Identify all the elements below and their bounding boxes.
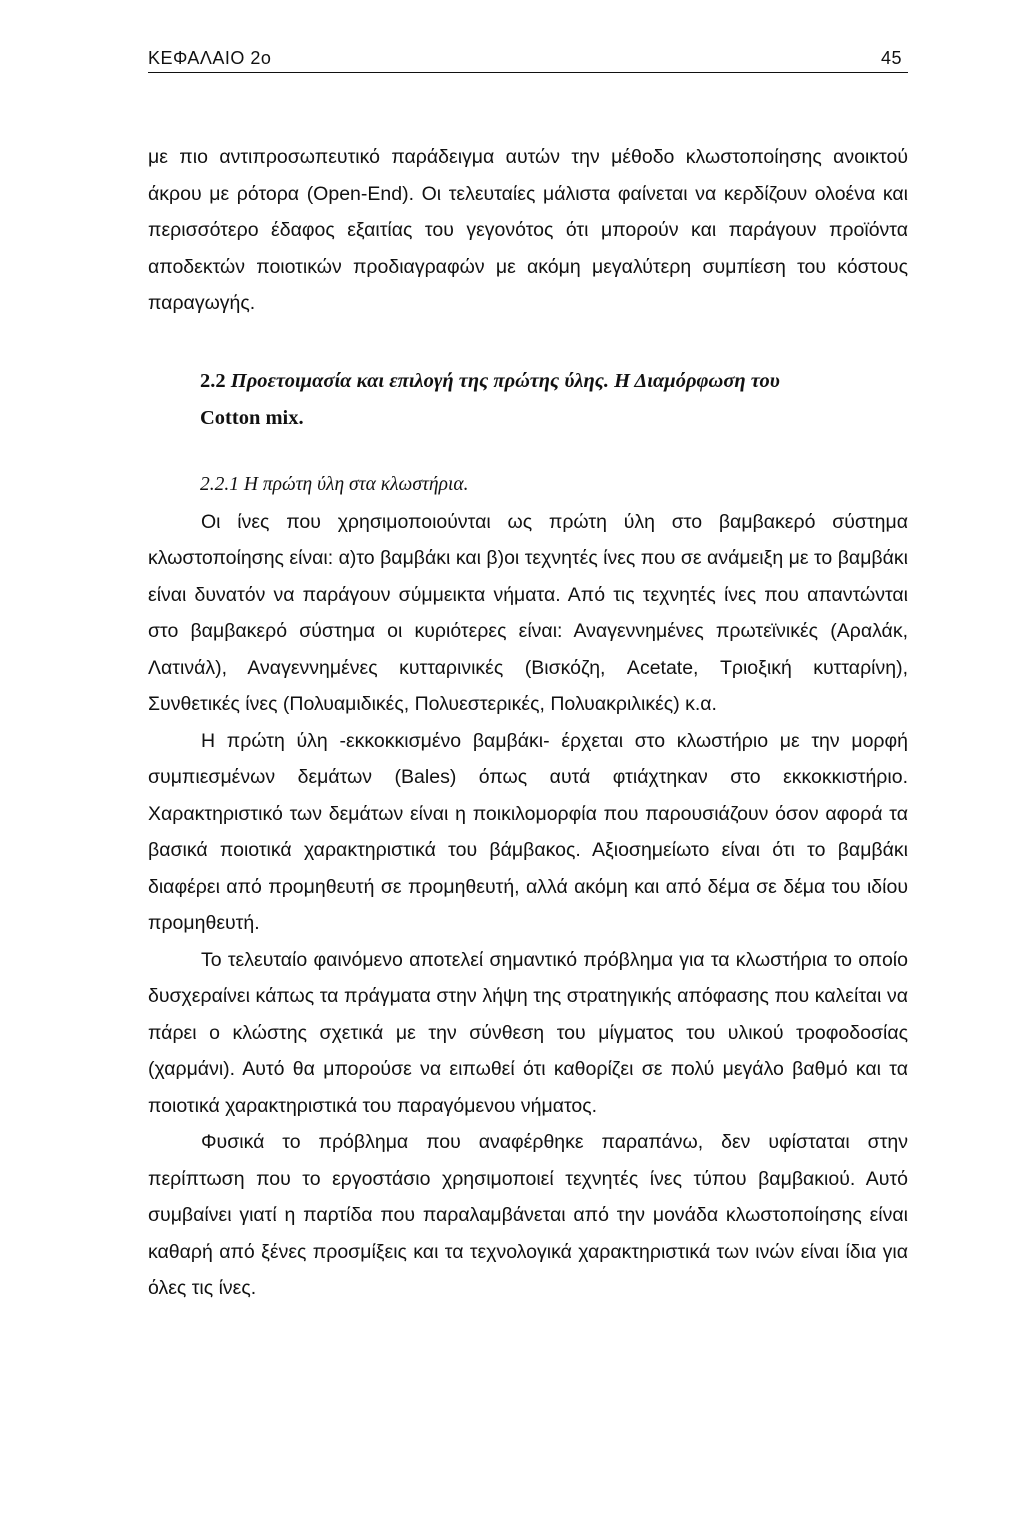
section-number: 2.2 xyxy=(200,369,226,392)
running-header xyxy=(148,44,908,73)
subsection-heading: 2.2.1 Η πρώτη ύλη στα κλωστήρια. xyxy=(200,473,469,495)
body-paragraph-2: Η πρώτη ύλη -εκκοκκισμένο βαμβάκι- έρχεται στο κλωστήριο με την μορφή συμπιεσμένων δεμάτων (Bales) όπως αυτά φτιάχτηκαν στο εκκοκκιστήριο. Χαρακτηριστικό των δεμάτων είναι η ποικιλομορφία που παρουσιάζουν όσον αφορά τα βασικά ποιοτικά χαρακτηριστικά του βάμβακος. Αξιοσημείωτο είναι ότι το βαμβάκι διαφέρει από προμηθευτή σε προμηθευτή, αλλά ακόμη και από δέμα σε δέμα του ιδίου προμηθευτή. xyxy=(148,729,908,934)
body-paragraph-1: Οι ίνες που χρησιμοποιούνται ως πρώτη ύλη στο βαμβακερό σύστημα κλωστοποίησης είναι: α)το βαμβάκι και β)οι τεχνητές ίνες που σε ανάμειξη με το βαμβάκι είναι δυνατόν να παράγουν σύμμεικτα νήματα. Από τις τεχνητές ίνες που απαντώνται στο βαμβακερό σύστημα οι κυριότερες είναι: Αναγεννημένες πρωτεϊνικές (Αραλάκ, Λατινάλ), Αναγεννημένες κυτταρινικές (Βισκόζη, Acetate, Τριοξική κυτταρίνη), Συνθετικές ίνες (Πολυαμιδικές, Πολυεστερικές, Πολυακριλικές) κ.α. xyxy=(148,510,908,715)
section-title-line2: Cotton mix. xyxy=(200,406,304,429)
section-title-line1: Προετοιμασία και επιλογή της πρώτης ύλης. Η Διαμόρφωση του xyxy=(230,369,780,392)
body-paragraph-3: Το τελευταίο φαινόμενο αποτελεί σημαντικό πρόβλημα για τα κλωστήρια το οποίο δυσχεραίνει κάπως τα πράγματα στην λήψη της στρατηγικής απόφασης που καλείται να πάρει ο κλώστης σχετικά με την σύνθεση του μίγματος του υλικού τροφοδοσίας (χαρμάνι). Αυτό θα μπορούσε να ειπωθεί ότι καθορίζει σε πολύ μεγάλο βαθμό και τα ποιοτικά χαρακτηριστικά του παραγόμενου νήματος. xyxy=(148,948,908,1117)
body-paragraph-4: Φυσικά το πρόβλημα που αναφέρθηκε παραπάνω, δεν υφίσταται στην περίπτωση που το εργοστάσιο χρησιμοποιεί τεχνητές ίνες τύπου βαμβακιού. Αυτό συμβαίνει γιατί η παρτίδα που παραλαμβάνεται από την μονάδα κλωστοποίησης είναι καθαρή από ξένες προσμίξεις και τα τεχνολογικά χαρακτηριστικά των ινών είναι ίδια για όλες τις ίνες. xyxy=(148,1131,908,1299)
intro-paragraph: με πιο αντιπροσωπευτικό παράδειγμα αυτών την μέθοδο κλωστοποίησης ανοικτού άκρου με ρότορα (Open-End). Οι τελευταίες μάλιστα φαίνεται να κερδίζουν ολοένα και περισσότερο έδαφος εξαιτίας του γεγονότος ότι μπορούν και παράγουν προϊόντα αποδεκτών ποιοτικών προδιαγραφών με ακόμη μεγαλύτερη συμπίεση του κόστους παραγωγής. xyxy=(148,146,908,314)
section-heading xyxy=(200,363,908,437)
document-page xyxy=(148,44,908,1307)
page-number: 45 xyxy=(880,48,902,68)
chapter-label: ΚΕΦΑΛΑΙΟ 2ο xyxy=(148,48,272,68)
